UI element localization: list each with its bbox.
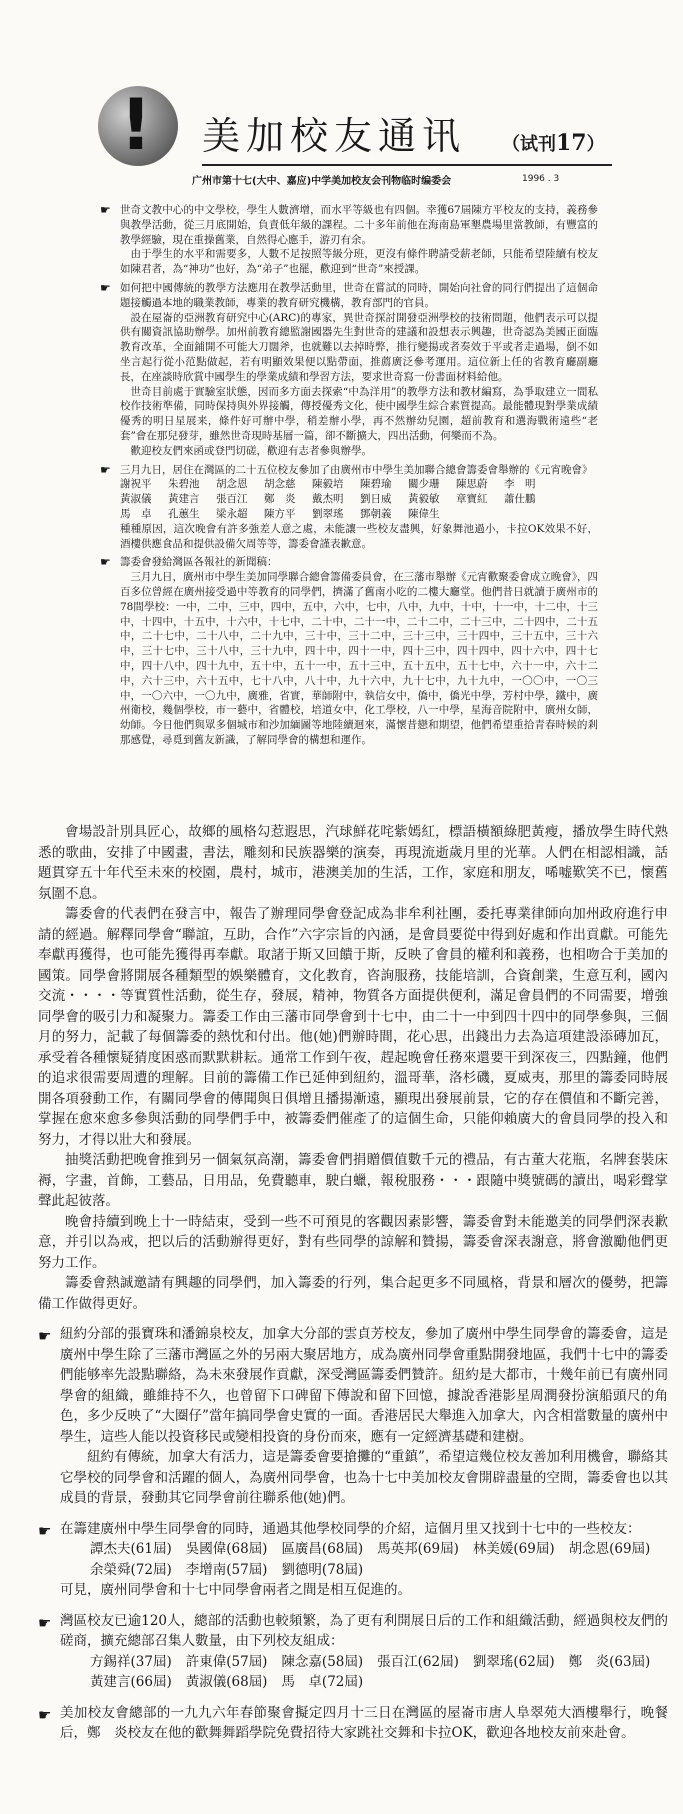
paragraph: 抽獎活動把晚會推到另一個氣氛高潮，籌委會們捐贈價值數千元的禮品，有古董大花瓶，名牌套裝床褥，字畫，首飾，工藝品，日用品，免費聽車，駛白蠟，報稅服務・・・跟隨中獎號碼的讀出，喝彩聲掌聲此起彼落。 <box>38 1152 668 1209</box>
newsletter-title: 美加校友通讯 <box>202 114 467 158</box>
pointing-hand-icon: ☛ <box>100 462 111 477</box>
attendee: 劉翠瑤 <box>312 507 344 520</box>
paragraph: 世奇目前處于實驗室狀態，因而多方面去探索“中為洋用”的教學方法和教材編寫，為爭取建立一間私校作技術準備，同時保持與外界接觸，傳授優秀文化，使中國學生綜合素質提高。最能體現對學業成績優秀的明日星展来，條件好可辦中學，稍差辦小學，再不然辦幼兒園，超前教育和選海戰術遠些“老套”會在那兒發芽，雖然世奇現時基層一篇，卻不斷擴大，四出活動，何樂而不為。 <box>120 385 598 442</box>
paragraph: 紐約分部的張寶珠和潘錦泉校友，加拿大分部的雲貞芳校友，參加了廣州中學生同學會的籌委會，這是廣州中學生除了三藩市灣區之外的另兩大聚居地方，成為廣州同學會重點開發地區，我們十七中的籌委們能够率先設點聯絡，為未來發展作貢獻，深受灣區籌委們贊許。紐約是大都市，十幾年前已有廣州同學會的組織，雖維持不久，也曾留下口碑留下傳說和留下回憶，據說香港影星周潤發扮演船頭尺的角色，多少反映了“大圈仔”當年搞同學會史實的一面。香港居民大舉進入加拿大，內含相當數量的廣州中學生，這些人能以投資移民或變相投資的身份而來，應有一定經濟基礎和建樹。 <box>60 1326 668 1445</box>
attendee: 李 明 <box>504 478 536 491</box>
issue-prefix: （试刊 <box>502 134 556 155</box>
convenor-name: 劉翠瑤(62屆) <box>472 1653 555 1670</box>
paragraph: 紐約有傳統，加拿大有活力，這是籌委會要搶攤的“重鎮”，希望這幾位校友善加利用機會，聯絡其它學校的同學會和活躍的個人，為廣州同學會，也為十七中美加校友會開辟盡量的空間，籌委會也以其成員的背景，發動其它同學會前往聯系他(她)們。 <box>60 1449 668 1506</box>
paragraph: 如何把中國傳統的教學方法應用在教學活動里，世奇在嘗試的同時，開始向社會的同行們提出了這個命題接觸過本地的職業教師，專業的教育研究機構，教育部門的官員。 <box>120 281 598 309</box>
paragraph: 種種原因，這次晚會有許多強差人意之處，未能讓一些校友盡興，好象舞池過小，卡拉OK效果不好，酒樓供應食品和提供設備欠周等等，籌委會謹表歉意。 <box>120 522 598 550</box>
attendee: 胡念恩 <box>216 478 248 491</box>
attendee: 陳思蔚 <box>456 478 488 491</box>
attendee: 關少珊 <box>408 478 440 491</box>
pointing-hand-icon: ☛ <box>38 1613 52 1632</box>
attendee: 戴杰明 <box>312 493 344 506</box>
section-convenors <box>38 1611 668 1693</box>
convenor-name: 黃建言(66屆) <box>90 1674 172 1690</box>
attendee: 陳偉生 <box>408 507 440 520</box>
attendee: 胡念慈 <box>264 478 296 491</box>
attendee: 陳碧瑜 <box>360 478 392 491</box>
alumni-name: 林美媛(69屆) <box>472 1541 555 1557</box>
attendee: 朱碧池 <box>168 478 200 491</box>
section-new-york-canada <box>38 1324 668 1509</box>
paragraph: 設在屋崙的亞洲教育研究中心(ARC)的專家，異世奇探討開發亞洲學校的技術問題，他們表示可以提供有關資訊協助辦學。加州前教育總監謝國器先生對世奇的建議和設想表示興趣，世奇認為美國正面臨教育改革，全面鋪開不可能大刀闊斧，也就難以去掉時弊，推行變揚或者奏效于平或者走過場，倒不如坐言起行從小范點做起，若有明顯效果便以點帶面，推薦廣泛參考運用。這位新上任的省教育廳副廳長，在座談時欣賞中國學生的學業成績和學習方法，要求世奇寫一份書面材料給他。 <box>120 311 598 383</box>
paragraph: 歡迎校友們來函或登門切磋，歡迎有志者參與辦學。 <box>130 444 372 457</box>
attendee: 馬 卓 <box>120 507 152 520</box>
paragraph: 三月九日，廣州市中學生美加同學聯合總會籌備委員會，在三藩市舉辦《元宵歡聚委會成立晚會》，四百多位曾經在廣州接受過中等教育的同學們，擠滿了舊南小吃的二樓大廳堂。他們昔日就讀于廣州市的78間學校：一中，二中，三中，四中，五中，六中，七中，八中，九中，十中，十一中，十二中，十三中，十四中，十五中，十六中，十七中，二十中，二十一中，二十二中，二十三中，二十四中，二十五中，二十七中，二十八中，二十九中，三十中，三十二中，三十三中，三十四中，三十五中，三十六中，三十七中，三十八中，三十九中，四十中，四十一中，四十三中，四十四中，四十六中，四十七中，四十八中，四十九中，五十中，五十一中，五十三中，五十五中，五十七中，六十一中，六十二中，六十三中，六十五中，七十八中，八十中，九十六中，九十七中，九十九中，一〇〇中，一〇三中，一〇六中，一〇九中，廣雅，省實，華師附中，執信女中，僑中，僑光中學，芳村中學，鐵中，廣州衛校，幾個學校，市一藝中，省體校，培道女中，化工學校，八一中學，星海音院附中，廣州女師，幼師。今日他們與眾多個城市和沙加緬圖等地陸續迴來，滿懷昔戀和期望，他們希望重拾青春時候的剎那感覺，尋覓到舊友新識，了解同學會的構想和運作。 <box>120 571 598 746</box>
attendee: 劉日威 <box>360 493 392 506</box>
masthead <box>92 86 612 186</box>
attendee: 蕭仕鵬 <box>504 493 536 506</box>
paragraph: 會場設計別具匠心，故鄉的風格勾惹遐思，汽球鮮花咤紫嫣紅，標語橫額綠肥黃瘦，播放學生時代熟悉的歌曲，安排了中國畫，書法，雕刻和民族器樂的演奏，再現流逝歲月里的光華。人們在相認相識，話題貫穿五十年代至未來的校園，農村，城市，港澳美加的生活，工作，家庭和朋友，唏嘘歎笑不已，懷舊氛圍不息。 <box>38 824 668 902</box>
convenor-name: 鄭 炎(63屆) <box>568 1653 651 1670</box>
convenor-name: 陳念嘉(58屆) <box>281 1653 364 1670</box>
section-new-alumni <box>38 1519 668 1601</box>
alumni-name: 胡念恩(69屆) <box>568 1541 651 1557</box>
issue-suffix: ） <box>586 134 605 155</box>
attendee: 張百江 <box>216 493 248 506</box>
alumni-name: 余榮舜(72屆) <box>90 1561 172 1578</box>
pointing-hand-icon: ☛ <box>100 203 111 217</box>
alumni-name: 劉德明(78屆) <box>281 1561 364 1578</box>
attendee-list <box>120 477 598 521</box>
paragraph: 籌委會熱誠邀請有興趣的同學們，加入籌委的行列，集合起更多不同風格，背景和層次的優勢，把籌備工作做得更好。 <box>38 1275 668 1312</box>
publisher-line: 广州市第十七(大中、嘉应)中学美加校友会刊物临时编委会 <box>192 176 452 187</box>
paragraph: 美加校友會總部的一九九六年春節聚會擬定四月十三日在灣區的屋崙市唐人阜翠苑大酒樓舉行，晚餐后，鄭 炎校友在他的歡舞舞蹈學院免費招待大家跳社交舞和卡拉OK，歡迎各地校友前來赴會。 <box>60 1704 668 1741</box>
paragraph: 三月九日，居住在灣區的二十五位校友參加了由廣州市中學生美加聯合總會籌委會舉辦的《元宵晚會》 <box>120 463 593 476</box>
section-lantern-party <box>98 463 598 552</box>
section-press-release <box>98 555 598 747</box>
attendee: 孔蕙生 <box>168 507 200 520</box>
convenor-name: 馬 卓(72屆) <box>281 1674 364 1690</box>
attendee: 謝祝平 <box>120 478 152 491</box>
alumni-name: 李增南(57屆) <box>185 1561 268 1578</box>
convenor-name: 黃淑儀(68屆) <box>185 1674 268 1690</box>
section-spring-gathering <box>38 1703 668 1744</box>
top-column <box>98 203 598 752</box>
pointing-hand-icon: ☛ <box>100 555 111 570</box>
convenor-name: 張百江(62屆) <box>377 1653 459 1670</box>
attendee: 鄧朝義 <box>360 507 392 520</box>
section-chinese-school <box>98 203 598 277</box>
alumni-name: 區廣昌(68屆) <box>281 1541 364 1557</box>
attendee: 黃毅敏 <box>408 493 440 506</box>
paragraph: 晚會持續到晚上十一時結束，受到一些不可預見的客觀因素影響，籌委會對未能邀美的同學們深表歉意，并引以為戒，把以后的活動辦得更好，對有些同學的諒解和贊揚，籌委會深表謝意，將會激勵他們更努力工作。 <box>38 1213 668 1271</box>
section-heading: 籌委會發給灣區各報社的新聞稿： <box>120 556 278 569</box>
paragraph: 籌委會的代表們在發言中，報告了辦理同學會登記成為非牟利社團，委托專業律師向加州政府進行申請的經過。解釋同學會“聯誼，互助，合作”六字宗旨的內涵，是會員要從中得到好處和作出貢獻。可能先奉獻再獲得，也可能先獲得再奉獻。取諸于斯又回饋于斯，反映了會員的權利和義務，也相吻合于美加的國策。同學會將開展各種類型的娛樂體育，文化教育，咨詢服務，技能培訓，合資創業，生意互利，國內交流・・・・等實質性活動，從生存，發展，精神，物質各方面提供便利，滿足會員們的不同需要，增強同學會的吸引力和凝聚力。籌委工作由三藩市同學會到十七中，由二十一中到四十四中的同學參與，三個月的努力，記載了每個籌委的熱忱和付出。他(她)們辦時間，花心思，出錢出力去為這項建設添磚加瓦，承受着各種懷疑猜度困惑而默默耕耘。通常工作到午夜，趕起晚會任務來還要干到深夜三，四點鐘，他們的追求很需要周遭的理解。目前的籌備工作已延伸到紐約，溫哥華，洛杉磯，夏威夷，那里的籌委同時展開各項發動工作，有關同學會的傳聞與日俱增且播揚漸遠，顯現出發展前景，它的存在價值和不斷完善，掌握在愈來愈多參與活動的同學們手中，被籌委們催產了的這個生命，只能仰賴廣大的會員同學的投入和努力，才得以壯大和發展。 <box>38 906 668 1148</box>
paragraph: 灣區校友已逾120人，總部的活動也較頻繁，為了更有利開展日后的工作和組織活動，經過與校友們的磋商，擴充總部召集人數量，由下列校友組成： <box>60 1612 668 1649</box>
title-rule <box>202 164 612 166</box>
issue-number: 17 <box>556 130 587 156</box>
attendee: 陳毅培 <box>312 478 344 491</box>
bottom-column <box>38 822 668 1744</box>
attendee: 章寶紅 <box>456 493 488 506</box>
convenor-name: 許東偉(57屆) <box>185 1653 268 1670</box>
issue-date: 1996 . 3 <box>522 174 560 184</box>
exclamation-logo-icon <box>98 86 178 166</box>
convenor-list <box>90 1652 668 1693</box>
pointing-hand-icon: ☛ <box>38 1705 52 1724</box>
attendee: 鄭 炎 <box>264 493 296 506</box>
paragraph: 可見，廣州同學會和十七中同學會兩者之間是相互促進的。 <box>60 1582 411 1598</box>
paragraph: 由于學生的水平和需要多，人數不足按照等級分班，更沒有條件聘請受薪老師，只能希望陸續有校友如陳君者，為“神功”也好，為“弟子”也罷，歡迎到“世奇”來授課。 <box>120 248 598 276</box>
paragraph: 世奇文教中心的中文學校，學生人數濟增，而水平等級也有四個。幸獲67屆陳方平校友的支持，義務參與教學活動，從三月底開始，負責低年級的課程。二十多年前他在海南島軍墾農場里當教師，有豐富的教學經驗，現在重操舊業，自然得心應手，游刃有余。 <box>120 204 598 246</box>
alumni-name: 馬英邦(69屆) <box>377 1541 459 1557</box>
pointing-hand-icon: ☛ <box>38 1521 52 1540</box>
pointing-hand-icon: ☛ <box>38 1327 52 1345</box>
logo-mark: ! <box>120 84 152 166</box>
convenor-name: 方錫祥(37屆) <box>90 1653 172 1670</box>
alumni-name: 譚杰夫(61屆) <box>90 1541 172 1557</box>
attendee: 黃淑儀 <box>120 493 152 506</box>
attendee: 梁永超 <box>216 507 248 520</box>
attendee: 黃建言 <box>168 493 200 506</box>
alumni-name: 吳國偉(68屆) <box>185 1541 268 1557</box>
paragraph: 在籌建廣州中學生同學會的同時，通過其他學校同學的介紹，這個月里又找到十七中的一些校友： <box>60 1520 641 1537</box>
attendee: 陳方平 <box>264 507 296 520</box>
alumni-list <box>90 1539 668 1580</box>
pointing-hand-icon: ☛ <box>100 280 111 295</box>
issue-label <box>502 130 605 156</box>
section-teaching-methods <box>98 281 598 459</box>
